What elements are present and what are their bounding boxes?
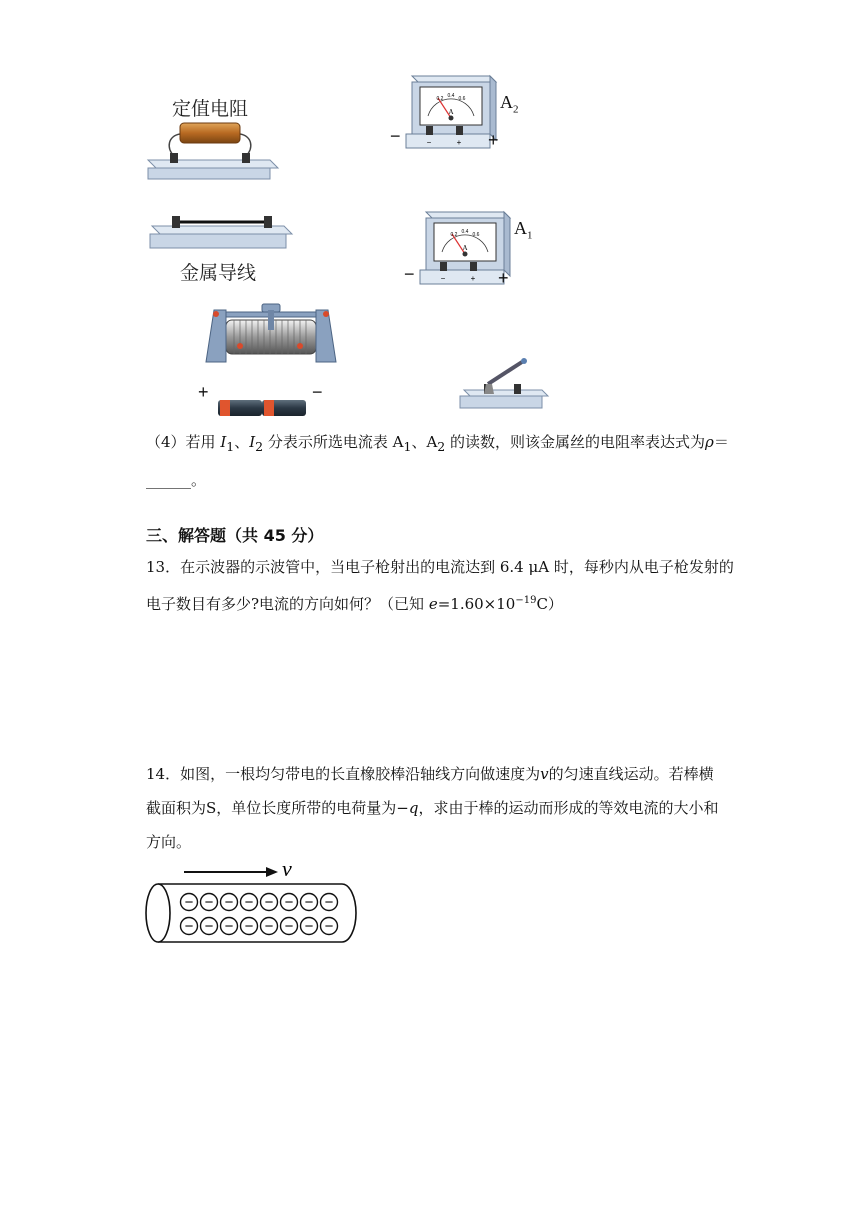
battery-image — [216, 394, 308, 420]
battery-plus-sign: + — [198, 382, 209, 402]
negative-charge-sign: − — [224, 918, 234, 935]
charged-rod-figure — [140, 856, 370, 948]
ammeter2-tick-label: 0.2 — [436, 96, 444, 102]
var-v: v — [540, 765, 549, 783]
ammeter2-tick-label: 0.4 — [447, 93, 455, 99]
q13-line2-a: 电子数目有多少?电流的方向如何？（已知 — [146, 595, 429, 613]
negative-charge-sign: − — [204, 894, 214, 911]
negative-charge-sign: − — [324, 894, 334, 911]
negative-charge-sign: − — [244, 918, 254, 935]
ammeter1-tick-label: 0.6 — [472, 232, 480, 238]
negative-charge-sign: − — [284, 918, 294, 935]
ammeter2-needle-label: A — [448, 108, 454, 116]
ammeter2-image[interactable] — [402, 74, 498, 150]
ammeter-A1-sub: 1 — [403, 439, 412, 454]
ammeter2-label-sub: 2 — [513, 103, 519, 116]
ammeter1-terminal-minus: − — [440, 274, 446, 283]
ammeter2-tick-label: 0.6 — [458, 96, 466, 102]
knife-switch-image[interactable] — [456, 354, 550, 412]
var-I1-sub: 1 — [226, 439, 235, 454]
rod-velocity-label: v — [282, 856, 292, 881]
fixed-resistor-label: 定值电阻 — [172, 98, 249, 120]
var-I2: I — [249, 433, 256, 451]
sep: 、A — [411, 433, 438, 451]
ammeter1-label-sub: 1 — [527, 229, 533, 242]
q12-tail: 的读数，则该金属丝的电阻率表达式为 — [445, 433, 706, 451]
q13-line2 — [146, 584, 563, 621]
q14-line2 — [146, 791, 718, 825]
metal-wire-image — [146, 210, 296, 254]
q14-line2-b: ，求由于棒的运动而形成的等效电流的大小和 — [418, 799, 719, 817]
q12-mid: 分表示所选电流表 A — [263, 433, 404, 451]
q13-line2-c: C） — [536, 595, 563, 613]
negative-charge-sign: − — [284, 894, 294, 911]
metal-wire-label: 金属导线 — [180, 262, 257, 284]
negative-charge-sign: − — [204, 918, 214, 935]
var-e: e — [428, 595, 438, 613]
ammeter1-plus-sign: + — [498, 268, 509, 288]
negative-charge-sign: − — [264, 918, 274, 935]
ammeter2-plus-sign: + — [488, 130, 499, 150]
q14-line2-a: 截面积为S，单位长度所带的电荷量为− — [146, 799, 409, 817]
negative-charge-sign: − — [224, 894, 234, 911]
negative-charge-sign: − — [244, 894, 254, 911]
q13-line1: 13．在示波器的示波管中，当电子枪射出的电流达到 6.4 μA 时，每秒内从电子枪发射的 — [146, 558, 734, 576]
q13-exponent: −19 — [515, 595, 537, 606]
q12-part4-line2 — [146, 463, 206, 497]
q12-part4-line1 — [146, 425, 729, 464]
rheostat-image[interactable] — [196, 300, 344, 370]
period: 。 — [191, 471, 207, 489]
q14-line3: 方向。 — [146, 833, 192, 851]
ammeter2-terminal-minus: − — [426, 138, 432, 147]
negative-charge-sign: − — [304, 894, 314, 911]
ammeter2-minus-sign: − — [390, 126, 401, 146]
var-q: q — [408, 799, 419, 817]
q12-prefix: （4）若用 — [146, 433, 221, 451]
ammeter2-terminal-plus: + — [456, 138, 462, 147]
q14-line1-b: 的匀速直线运动。若棒横 — [548, 765, 714, 783]
ammeter1-tick-label: 0.2 — [450, 232, 458, 238]
negative-charge-sign: − — [264, 894, 274, 911]
negative-charge-sign: − — [184, 918, 194, 935]
q13-line2-b: =1.60×10 — [437, 595, 516, 613]
negative-charge-sign: − — [184, 894, 194, 911]
q14-line1-a: 14．如图，一根均匀带电的长直橡胶棒沿轴线方向做速度为 — [146, 765, 541, 783]
ammeter-A2-sub: 2 — [437, 439, 446, 454]
var-I1: I — [220, 433, 227, 451]
answer-blank[interactable]: ______ — [146, 471, 191, 489]
ammeter1-tick-label: 0.4 — [461, 229, 469, 235]
ammeter1-label-main: A — [514, 218, 527, 238]
sep: 、 — [234, 433, 250, 451]
ammeter1-needle-label: A — [462, 244, 468, 252]
ammeter1-terminal-plus: + — [470, 274, 476, 283]
ammeter2-label — [500, 92, 519, 116]
ammeter2-label-main: A — [500, 92, 513, 112]
section-title: 三、解答题（共 45 分） — [146, 526, 324, 545]
var-I2-sub: 2 — [255, 439, 264, 454]
q14-line1 — [146, 757, 714, 791]
ammeter1-label — [514, 218, 533, 242]
var-rho: ρ — [705, 433, 714, 451]
fixed-resistor-image — [140, 118, 280, 184]
negative-charge-sign: − — [304, 918, 314, 935]
equals-sign: ＝ — [713, 433, 729, 451]
negative-charge-sign: − — [324, 918, 334, 935]
battery-minus-sign: − — [312, 382, 323, 402]
ammeter1-minus-sign: − — [404, 264, 415, 284]
